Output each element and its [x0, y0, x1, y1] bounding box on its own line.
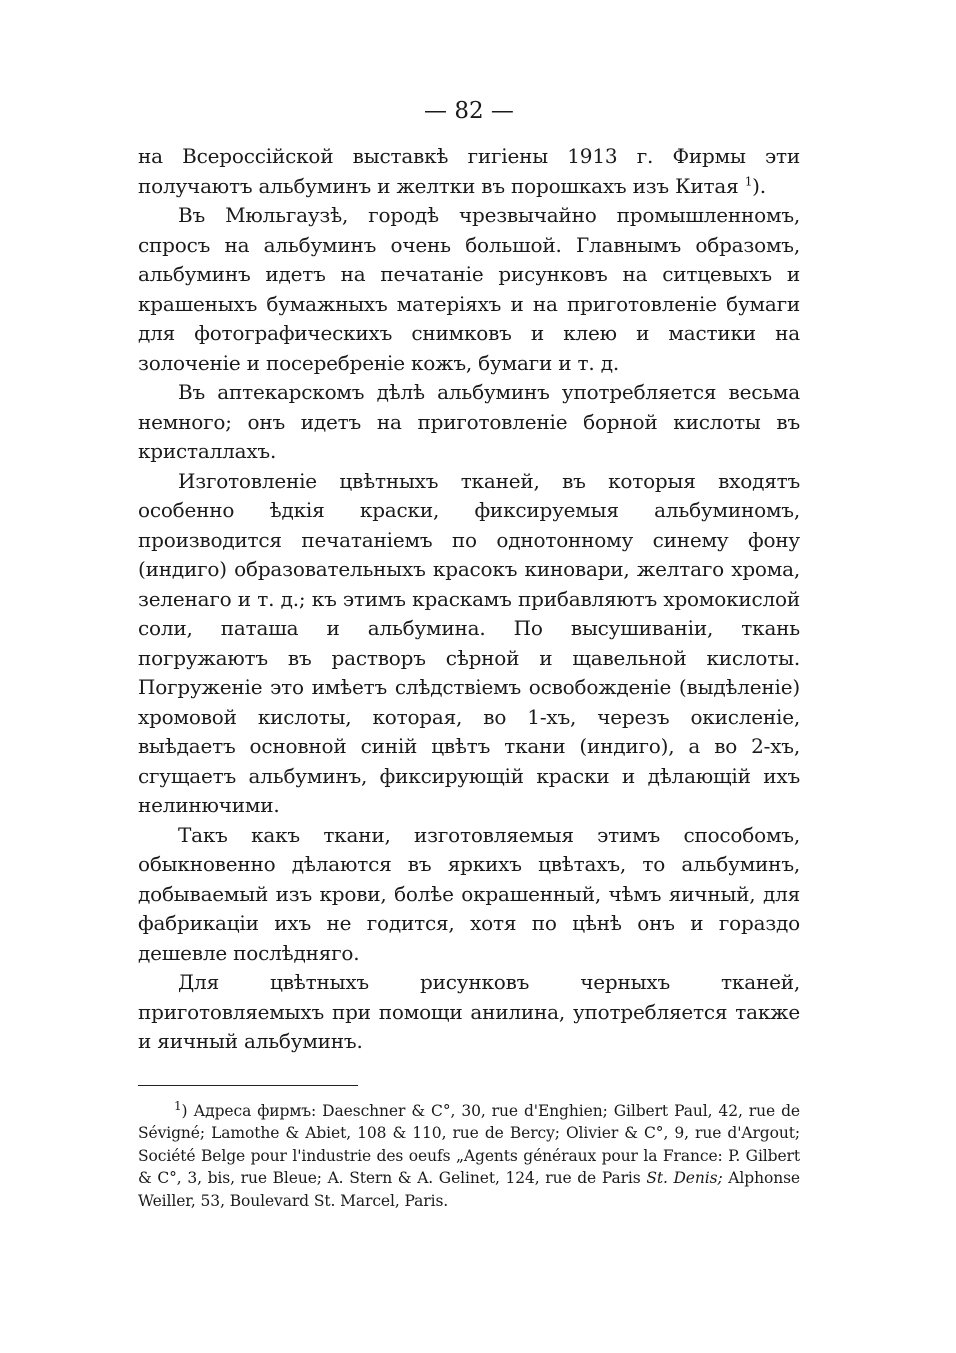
- paragraph-5: Такъ какъ ткани, изготовляемыя этимъ способомъ, обыкновенно дѣлаются въ яркихъ цвѣтахъ, то альбуминъ, добываемый изъ крови, болѣе окрашенный, чѣмъ яичный, для фабрикаціи ихъ не годится, хотя по цѣнѣ онъ и гораздо дешевле послѣдняго.: [138, 822, 800, 965]
- footnote-divider: [138, 1085, 358, 1086]
- footnote-marker: 1: [174, 1098, 182, 1113]
- paragraph-1-tail: ).: [752, 173, 766, 198]
- footnote-text: ) Адреса фирмъ: Daeschner & C°, 30, rue d'Enghien; Gilbert Paul, 42, rue de Sévigné; Lamothe & Abiet, 108 & 110, rue de Bercy; Olivier & C°, 9, rue d'Argout; Société Belge pour l'industrie des oeufs „Agents généraux pour la France: P. Gilbert & C°, 3, bis, rue Bleue; A. Stern & A. Gelinet, 124, rue de Paris: [138, 1101, 800, 1187]
- footnote-italic-text: St. Denis;: [646, 1169, 723, 1187]
- footnote-reference: 1: [744, 173, 753, 188]
- paragraph-2: Въ Мюльгаузѣ, городѣ чрезвычайно промышленномъ, спросъ на альбуминъ очень большой. Главнымъ образомъ, альбуминъ идетъ на печатаніе рисунковъ на ситцевыхъ и крашеныхъ бумажныхъ матеріяхъ и на приготовленіе бумаги для фотографическихъ снимковъ и клею и мастики на золоченіе и посеребреніе кожъ, бумаги и т. д.: [138, 203, 800, 375]
- paragraph-3: Въ аптекарскомъ дѣлѣ альбуминъ употребляется весьма немного; онъ идетъ на приготовленіе борной кислоты въ кристаллахъ.: [138, 380, 800, 463]
- document-page: [138, 96, 800, 1212]
- paragraph-4: Изготовленіе цвѣтныхъ тканей, въ которыя входятъ особенно ѣдкія краски, фиксируемыя альбуминомъ, производится печатаніемъ по однотонному синему фону (индиго) образовательныхъ красокъ киновари, желтаго хрома, зеленаго и т. д.; къ этимъ краскамъ прибавляютъ хромокислой соли, паташа и альбумина. По высушиваніи, ткань погружаютъ въ растворъ сѣрной и щавельной кислоты. Погруженіе это имѣетъ слѣдствіемъ освобожденіе (выдѣленіе) хромовой кислоты, которая, во 1-хъ, черезъ окисленіе, выѣдаетъ основной синій цвѣтъ ткани (индиго), а во 2-хъ, сгущаетъ альбуминъ, фиксирующій краски и дѣлающій ихъ нелинючими.: [138, 468, 800, 817]
- paragraph-6: Для цвѣтныхъ рисунковъ черныхъ тканей, приготовляемыхъ при помощи анилина, употребляется также и яичный альбуминъ.: [138, 970, 800, 1053]
- paragraph-1-text: на Всероссійской выставкѣ гигіены 1913 г. Фирмы эти получаютъ альбуминъ и желтки въ порошкахъ изъ Китая: [138, 144, 800, 198]
- paragraph-1: [138, 142, 800, 201]
- body-text: [138, 142, 800, 1057]
- footnote: [138, 1100, 800, 1213]
- page-number: — 82 —: [424, 98, 514, 124]
- footnote-text-end: Alphonse Weiller, 53, Boulevard St. Marcel, Paris.: [138, 1169, 800, 1210]
